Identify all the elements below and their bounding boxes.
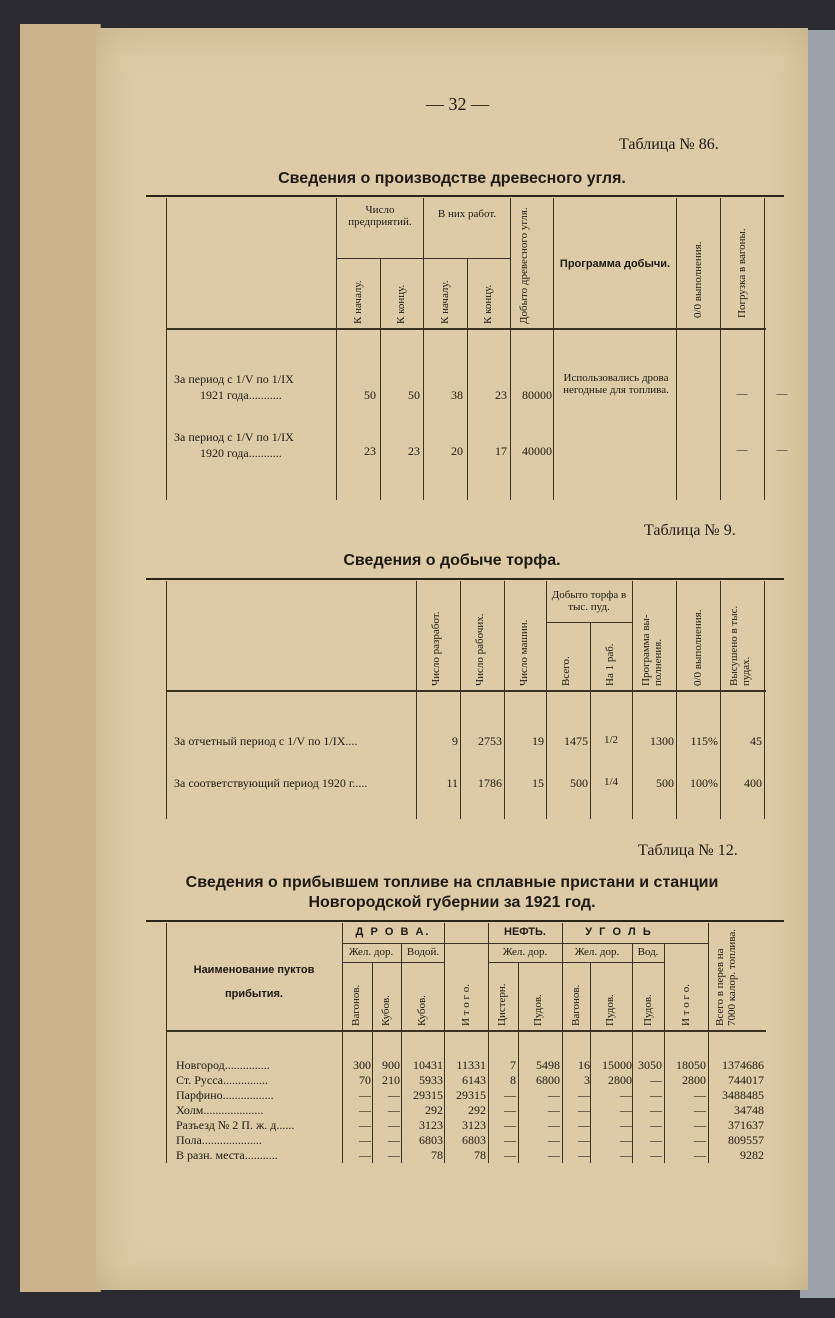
t3-cell: — <box>359 1118 371 1132</box>
t3-row-label: Ст. Русса............... <box>176 1073 268 1087</box>
t2-header-dried: Высушено в тыс. пудах. <box>728 605 752 686</box>
t3-cell: 11331 <box>456 1058 486 1072</box>
t1-row2-v2: 23 <box>408 444 420 458</box>
t3-cell: 210 <box>382 1073 400 1087</box>
t3-cell: — <box>578 1103 590 1117</box>
t3-cell: — <box>650 1148 662 1162</box>
t3-header-name: Наименование пуктов прибытия. <box>193 964 315 1000</box>
t2-row2-label: За соответствующий период 1920 г..... <box>174 776 368 790</box>
t3-cell: — <box>388 1088 400 1102</box>
t2-row1-v7: 115% <box>690 734 718 748</box>
t3-cell: 10431 <box>413 1058 443 1072</box>
t3-cell: 6803 <box>419 1133 443 1147</box>
t3-header-wagons-1: Вагонов. <box>350 984 362 1026</box>
t3-header-cubes-1: Кубов. <box>380 995 392 1026</box>
t3-cell: 34748 <box>734 1103 764 1117</box>
t3-cell: — <box>548 1148 560 1162</box>
t2-row1-v5: 1/2 <box>603 734 619 746</box>
t1-row1-label1: За период с 1/V по 1/IX <box>174 372 294 386</box>
t3-row-label: Холм.................... <box>176 1103 264 1117</box>
t3-cell: — <box>359 1088 371 1102</box>
t1-row2-v3: 20 <box>451 444 463 458</box>
t2-row2-v1: 11 <box>446 776 458 790</box>
t3-cell: — <box>388 1148 400 1162</box>
t3-cell: 8 <box>510 1073 516 1087</box>
t1-header-end-2: К концу. <box>482 284 494 324</box>
t3-cell: 3 <box>584 1073 590 1087</box>
t3-header-cubes-2: Кубов. <box>416 995 428 1026</box>
t1-row2-v1: 23 <box>364 444 376 458</box>
t1-header-start-2: К началу. <box>439 280 451 324</box>
t3-cell: 78 <box>474 1148 486 1162</box>
t3-cell: 78 <box>431 1148 443 1162</box>
table-3-title-line2: Новгородской губернии за 1921 год. <box>308 894 596 911</box>
t2-row2-v7: 100% <box>690 776 718 790</box>
t3-cell: 2800 <box>608 1073 632 1087</box>
t3-cell: — <box>620 1148 632 1162</box>
t3-cell: 292 <box>425 1103 443 1117</box>
t2-header-sites: Число разработ. <box>430 611 442 686</box>
t1-header-program: Программа добычи. <box>559 258 671 270</box>
t3-cell: — <box>650 1118 662 1132</box>
t2-row2-v8: 400 <box>744 776 762 790</box>
t3-cell: — <box>359 1148 371 1162</box>
t2-header-pct: 0/0 выполнения. <box>692 609 704 686</box>
t2-row2-v6: 500 <box>656 776 674 790</box>
t2-header-program: Программа вы-полнения. <box>640 614 664 686</box>
table-3-title-line1: Сведения о прибывшем топливе на сплавные пристани и станции <box>185 874 719 891</box>
t3-cell: — <box>504 1148 516 1162</box>
t2-row1-v1: 9 <box>452 734 458 748</box>
t3-cell: 5933 <box>419 1073 443 1087</box>
t3-cell: — <box>548 1133 560 1147</box>
t3-cell: — <box>694 1118 706 1132</box>
document-page <box>96 28 808 1290</box>
t3-header-wood-water: Водой. <box>406 946 440 958</box>
t1-row1-v2: 50 <box>408 388 420 402</box>
t2-row1-label: За отчетный период с 1/V по 1/IX.... <box>174 734 358 748</box>
t3-cell: — <box>388 1118 400 1132</box>
t3-cell: 9282 <box>740 1148 764 1162</box>
t3-header-coal-water-poods: Пудов. <box>642 994 654 1026</box>
t2-row1-v8: 45 <box>750 734 762 748</box>
t2-row2-v3: 15 <box>532 776 544 790</box>
t3-cell: 3123 <box>419 1118 443 1132</box>
t3-cell: — <box>694 1133 706 1147</box>
t1-row1-loaded: — <box>776 388 788 400</box>
t2-header-machines: Число машин. <box>518 619 530 686</box>
t3-cell: — <box>620 1088 632 1102</box>
t1-row2-label1: За период с 1/V по 1/IX <box>174 430 294 444</box>
t3-cell: — <box>620 1118 632 1132</box>
table-1-title: Сведения о производстве древесного угля. <box>278 170 626 187</box>
t1-row1-v4: 23 <box>495 388 507 402</box>
t3-cell: 15000 <box>602 1058 632 1072</box>
t3-header-tanks: Цистерн. <box>496 983 508 1026</box>
t3-row-label: Новгород............... <box>176 1058 270 1072</box>
t3-cell: — <box>578 1148 590 1162</box>
t1-row2-loaded: — <box>776 444 788 456</box>
t2-header-per-worker: На 1 раб. <box>604 643 616 686</box>
t3-row-label: Разъезд № 2 П. ж. д...... <box>176 1118 295 1132</box>
table-2-title: Сведения о добыче торфа. <box>343 552 561 569</box>
t3-cell: — <box>620 1133 632 1147</box>
t3-cell: 809557 <box>728 1133 764 1147</box>
t3-header-total-coal: И т о г о. <box>680 983 692 1026</box>
table-3-label: Таблица № 12. <box>638 842 738 859</box>
t3-header-wood-rail: Жел. дор. <box>348 946 394 958</box>
t1-row1-v3: 38 <box>451 388 463 402</box>
t1-header-mined: Добыто древесного угля. <box>518 207 530 324</box>
t3-cell: — <box>650 1088 662 1102</box>
t1-header-enterprises: Число предприятий. <box>348 204 412 228</box>
t3-cell: — <box>650 1133 662 1147</box>
t3-cell: 29315 <box>456 1088 486 1102</box>
t3-cell: 3050 <box>638 1058 662 1072</box>
t2-row1-v6: 1300 <box>650 734 674 748</box>
t3-cell: 371637 <box>728 1118 764 1132</box>
t3-cell: 5498 <box>536 1058 560 1072</box>
t3-cell: — <box>578 1088 590 1102</box>
t3-cell: — <box>694 1148 706 1162</box>
t1-header-start-1: К началу. <box>352 280 364 324</box>
t3-header-coal-rail: Жел. дор. <box>574 946 620 958</box>
table-2-label: Таблица № 9. <box>644 522 736 539</box>
t1-row2-pct: — <box>736 444 748 456</box>
t3-row-label: Парфино................. <box>176 1088 274 1102</box>
t3-row-label: Пола.................... <box>176 1133 262 1147</box>
t3-cell: — <box>504 1118 516 1132</box>
t1-row1-v5: 80000 <box>522 388 552 402</box>
t3-header-oil-poods: Пудов. <box>532 994 544 1026</box>
t1-row1-v1: 50 <box>364 388 376 402</box>
scan-left-edge <box>20 24 101 1292</box>
t1-row1-pct: — <box>736 388 748 400</box>
t3-cell: 300 <box>353 1058 371 1072</box>
t3-cell: 6803 <box>462 1133 486 1147</box>
t3-cell: — <box>620 1103 632 1117</box>
t2-header-mined: Добыто торфа в тыс. пуд. <box>551 589 627 613</box>
t3-header-coal-poods: Пудов. <box>604 994 616 1026</box>
t2-row1-v3: 19 <box>532 734 544 748</box>
t2-header-workers: Число рабочих. <box>474 613 486 686</box>
t3-cell: — <box>694 1088 706 1102</box>
t3-cell: 29315 <box>413 1088 443 1102</box>
t3-cell: 6800 <box>536 1073 560 1087</box>
t2-row1-v2: 2753 <box>478 734 502 748</box>
t3-cell: — <box>694 1103 706 1117</box>
t3-cell: — <box>504 1133 516 1147</box>
t1-header-loaded: Погрузка в вагоны. <box>736 228 748 318</box>
t3-cell: 70 <box>359 1073 371 1087</box>
t1-header-end-1: К концу. <box>395 284 407 324</box>
t3-row-label: В разн. места........... <box>176 1148 278 1162</box>
t3-header-oil-rail: Жел. дор. <box>502 946 548 958</box>
t3-cell: — <box>359 1133 371 1147</box>
t2-row2-v5: 1/4 <box>603 776 619 788</box>
t3-cell: — <box>388 1133 400 1147</box>
t3-cell: 16 <box>578 1058 590 1072</box>
t3-cell: 18050 <box>676 1058 706 1072</box>
t1-header-pct: 0/0 выполнения. <box>692 241 704 318</box>
t3-cell: 7 <box>510 1058 516 1072</box>
t2-row2-v4: 500 <box>570 776 588 790</box>
t3-cell: — <box>578 1118 590 1132</box>
t1-header-workers: В них работ. <box>437 208 497 220</box>
t1-row2-label2: 1920 года........... <box>200 446 282 460</box>
t3-cell: — <box>548 1103 560 1117</box>
t3-header-total-wood: И т о г о. <box>460 983 472 1026</box>
t2-header-total: Всего. <box>560 656 572 686</box>
t3-cell: — <box>504 1103 516 1117</box>
t3-cell: 6143 <box>462 1073 486 1087</box>
t3-cell: 3123 <box>462 1118 486 1132</box>
t3-cell: — <box>650 1073 662 1087</box>
t2-row1-v4: 1475 <box>564 734 588 748</box>
t1-program-note: Использовались дрова негодные для топлива. <box>563 372 669 396</box>
t1-row2-v5: 40000 <box>522 444 552 458</box>
t1-row1-label2: 1921 года........... <box>200 388 282 402</box>
t3-cell: 292 <box>468 1103 486 1117</box>
t3-header-oil: НЕФТЬ. <box>504 926 546 938</box>
t1-row2-v4: 17 <box>495 444 507 458</box>
t3-header-wagons-2: Вагонов. <box>570 984 582 1026</box>
t3-cell: 3488485 <box>722 1088 764 1102</box>
t3-cell: — <box>359 1103 371 1117</box>
t3-header-wood: Д Р О В А. <box>355 926 431 938</box>
page-number: — 32 — <box>426 94 489 114</box>
t2-row2-v2: 1786 <box>478 776 502 790</box>
t3-cell: — <box>650 1103 662 1117</box>
t3-cell: — <box>388 1103 400 1117</box>
t3-header-grand-total: Всего в перев на 7000 калор. топлива. <box>714 928 738 1026</box>
t3-header-coal-water: Вод. <box>637 946 659 958</box>
t3-cell: 900 <box>382 1058 400 1072</box>
t3-cell: — <box>548 1088 560 1102</box>
t3-cell: — <box>578 1133 590 1147</box>
t3-cell: 1374686 <box>722 1058 764 1072</box>
t3-header-coal: У Г О Л Ь <box>585 926 653 938</box>
t3-cell: 744017 <box>728 1073 764 1087</box>
t3-cell: — <box>504 1088 516 1102</box>
t3-cell: 2800 <box>682 1073 706 1087</box>
t3-cell: — <box>548 1118 560 1132</box>
table-1-label: Таблица № 86. <box>619 136 719 153</box>
